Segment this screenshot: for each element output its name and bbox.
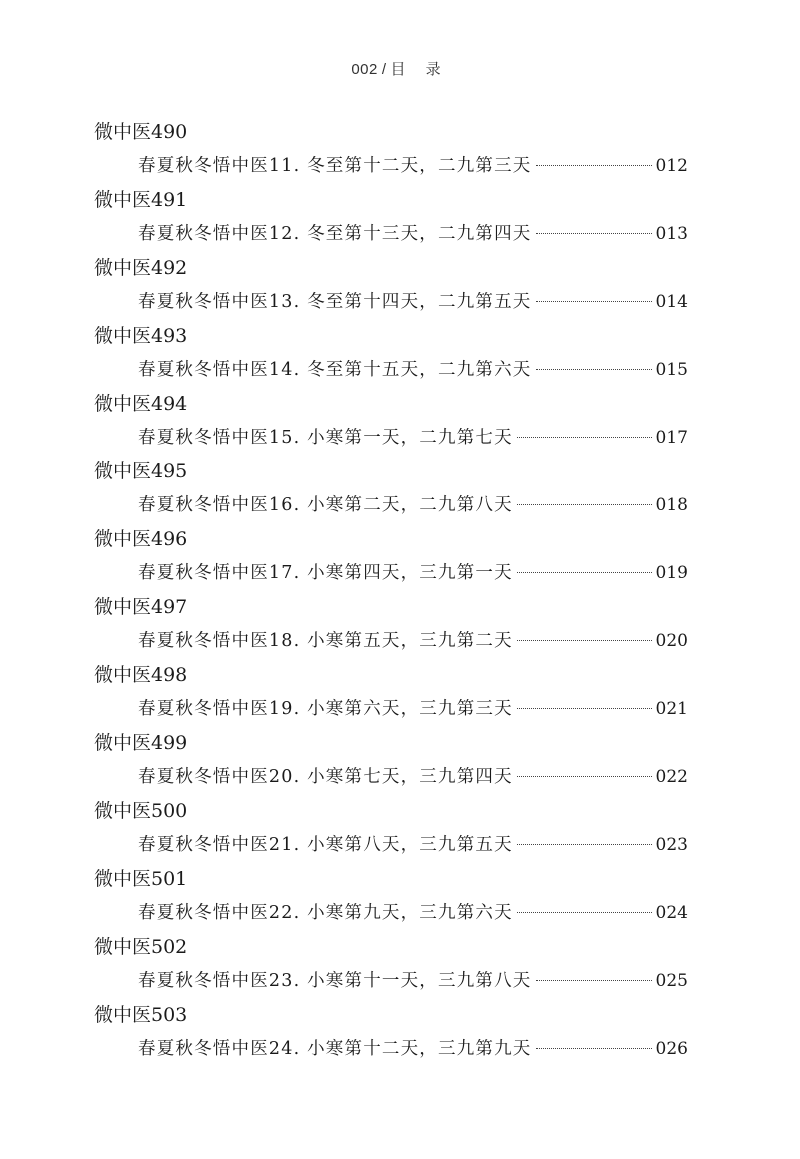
toc-entry [94,184,688,252]
dot-leader [536,301,652,302]
dot-leader [517,640,652,641]
toc-entry-subtitle: 春夏秋冬悟中医20. 小寒第七天，三九第四天 [138,767,513,788]
toc-entry-line[interactable] [138,760,688,794]
toc-entry-title[interactable]: 微中医501 [94,867,188,890]
toc-entry-line[interactable] [138,1032,688,1066]
toc-entry-line[interactable] [138,488,688,522]
table-of-contents [94,116,688,1066]
toc-entry-subtitle: 春夏秋冬悟中医11. 冬至第十二天，二九第三天 [138,156,532,176]
toc-entry [94,252,688,320]
toc-page-number: 023 [655,834,688,855]
page-number: 002 [351,61,378,78]
toc-entry-title[interactable]: 微中医502 [94,935,188,958]
toc-page-number: 026 [655,1038,688,1059]
toc-entry-title[interactable]: 微中医491 [94,188,188,211]
toc-entry [94,931,688,999]
dot-leader [536,165,652,166]
toc-entry [94,795,688,863]
toc-entry-subtitle: 春夏秋冬悟中医22. 小寒第九天，三九第六天 [138,902,513,923]
toc-entry-line[interactable] [138,149,688,183]
toc-page-number: 013 [655,223,688,244]
toc-entry [94,116,688,184]
toc-entry-subtitle: 春夏秋冬悟中医15. 小寒第一天，二九第七天 [138,427,513,448]
toc-entry-subtitle: 春夏秋冬悟中医18. 小寒第五天，三九第二天 [138,631,513,652]
toc-entry-subtitle: 春夏秋冬悟中医19. 小寒第六天，三九第三天 [138,699,513,720]
toc-entry-title[interactable]: 微中医490 [94,121,188,143]
toc-page-number: 018 [655,495,688,516]
toc-page-number: 025 [655,970,688,991]
toc-entry [94,863,688,931]
toc-entry-title[interactable]: 微中医495 [94,460,188,483]
toc-page-number: 015 [655,359,688,380]
toc-entry-subtitle: 春夏秋冬悟中医24. 小寒第十二天，三九第九天 [138,1038,532,1059]
toc-entry-title[interactable]: 微中医497 [94,596,188,619]
toc-page-number: 012 [655,156,688,176]
toc-entry-line[interactable] [138,353,688,387]
dot-leader [517,437,652,438]
toc-entry-subtitle: 春夏秋冬悟中医13. 冬至第十四天，二九第五天 [138,291,532,312]
toc-page-number: 021 [655,699,688,720]
toc-page-number: 024 [655,902,688,923]
toc-entry-title[interactable]: 微中医493 [94,324,188,347]
toc-entry [94,320,688,388]
toc-entry-line[interactable] [138,964,688,998]
dot-leader [536,369,652,370]
toc-entry [94,388,688,456]
dot-leader [517,708,652,709]
toc-entry-title[interactable]: 微中医496 [94,528,188,551]
toc-entry [94,591,688,659]
toc-entry-subtitle: 春夏秋冬悟中医23. 小寒第十一天，三九第八天 [138,970,532,991]
toc-entry [94,523,688,591]
toc-page-number: 020 [655,631,688,652]
dot-leader [517,504,652,505]
toc-entry-line[interactable] [138,896,688,930]
toc-entry [94,455,688,523]
toc-entry [94,727,688,795]
toc-entry-line[interactable] [138,421,688,455]
dot-leader [536,980,652,981]
toc-page-number: 022 [655,767,688,788]
page-header [0,58,800,79]
toc-entry-title[interactable]: 微中医500 [94,799,188,822]
toc-entry-title[interactable]: 微中医494 [94,392,188,415]
toc-entry-subtitle: 春夏秋冬悟中医14. 冬至第十五天，二九第六天 [138,359,532,380]
toc-entry-line[interactable] [138,692,688,726]
toc-entry-title[interactable]: 微中医503 [94,1003,188,1026]
toc-page-number: 014 [655,291,688,312]
toc-entry [94,659,688,727]
toc-entry-line[interactable] [138,556,688,590]
dot-leader [517,844,652,845]
toc-entry-subtitle: 春夏秋冬悟中医21. 小寒第八天，三九第五天 [138,834,513,855]
section-label: 目 录 [390,61,449,78]
toc-entry-title[interactable]: 微中医499 [94,732,188,755]
toc-entry-line[interactable] [138,285,688,319]
toc-entry-subtitle: 春夏秋冬悟中医17. 小寒第四天，三九第一天 [138,563,513,584]
toc-entry-line[interactable] [138,217,688,251]
dot-leader [536,1048,652,1049]
header-separator: / [381,61,387,78]
toc-entry-line[interactable] [138,828,688,862]
toc-entry-title[interactable]: 微中医498 [94,664,188,687]
dot-leader [517,572,652,573]
dot-leader [536,233,652,234]
toc-entry-subtitle: 春夏秋冬悟中医12. 冬至第十三天，二九第四天 [138,223,532,244]
toc-entry [94,999,688,1067]
toc-entry-subtitle: 春夏秋冬悟中医16. 小寒第二天，二九第八天 [138,495,513,516]
toc-entry-line[interactable] [138,624,688,658]
dot-leader [517,776,652,777]
dot-leader [517,912,652,913]
toc-page-number: 017 [655,427,688,448]
toc-page-number: 019 [655,563,688,584]
toc-entry-title[interactable]: 微中医492 [94,256,188,279]
